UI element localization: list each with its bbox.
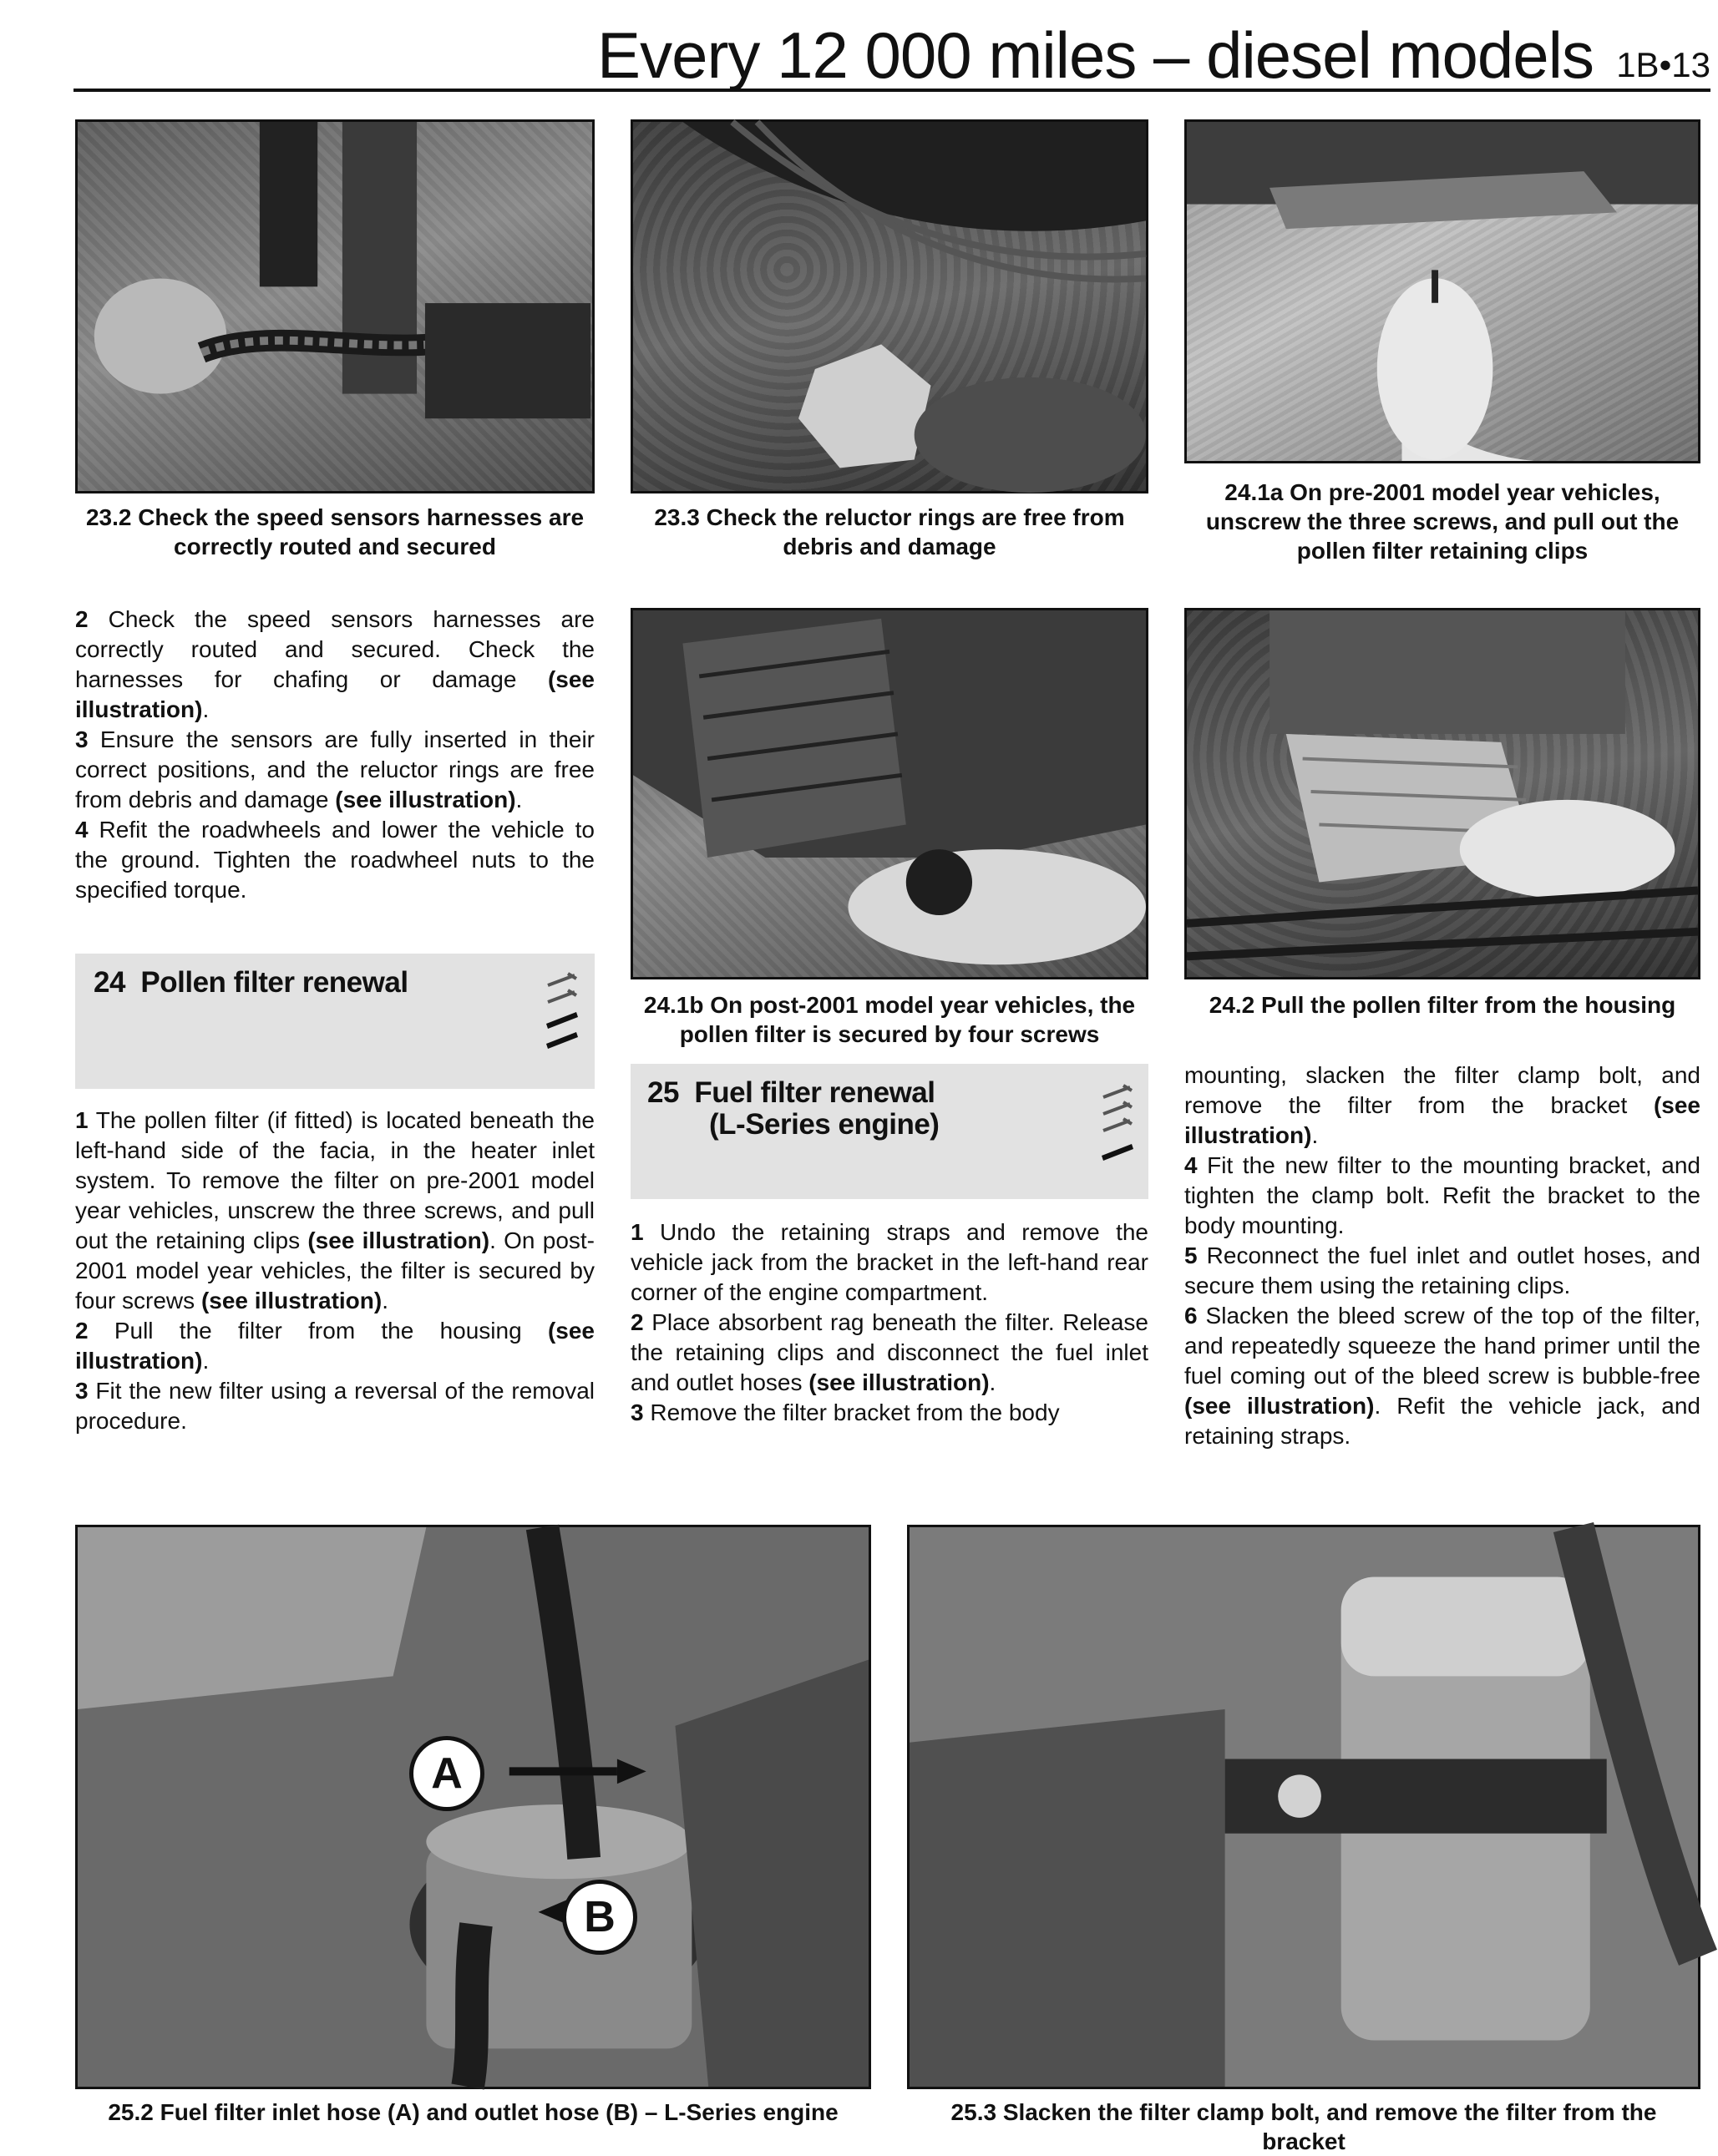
paragraph-2: 2 Check the speed sensors harnesses are correctly routed and secured. Check the harnesses for chafing or damage (see illustration).: [75, 606, 595, 722]
s25-paragraph-3: 3 Remove the filter bracket from the body: [631, 1399, 1060, 1425]
photo-24-1a: [1184, 119, 1700, 463]
s25-paragraph-2: 2 Place absorbent rag beneath the filter. Release the retaining clips and disconnect the fuel inlet and outlet hoses (see illustration).: [631, 1309, 1148, 1395]
paragraph-4: 4 Refit the roadwheels and lower the vehicle to the ground. Tighten the roadwheel nuts to the specified torque.: [75, 817, 595, 903]
s25-paragraph-5: 5 Reconnect the fuel inlet and outlet hoses, and secure them using the retaining clips.: [1184, 1242, 1700, 1298]
spanner-difficulty-icon: [1098, 1084, 1137, 1177]
page-number: 1B•13: [1616, 45, 1710, 84]
caption-25-2: 25.2 Fuel filter inlet hose (A) and outlet hose (B) – L-Series engine: [108, 2099, 839, 2125]
spanner-difficulty-icon: [543, 972, 581, 1065]
col1-intro-text: [75, 605, 595, 905]
photo-24-2: [1184, 608, 1700, 979]
callout-a: A: [409, 1736, 484, 1811]
s25-paragraph-6: 6 Slacken the bleed screw of the top of the filter, and repeatedly squeeze the hand primer until the fuel coming out of the bleed screw is bubble-free (see illustration). Refit the vehicle jack, and retaining straps.: [1184, 1303, 1700, 1449]
page-title: Every 12 000 miles – diesel models: [597, 18, 1594, 92]
s25-paragraph-4: 4 Fit the new filter to the mounting bracket, and tighten the clamp bolt. Refit the bracket to the body mounting.: [1184, 1152, 1700, 1238]
section-25-text: [631, 1217, 1148, 1428]
section-25-title: 25 Fuel filter renewal (L-Series engine): [647, 1076, 940, 1141]
section-25-heading-box: [631, 1064, 1148, 1199]
section-24-heading-box: [75, 954, 595, 1089]
photo-24-1b: [631, 608, 1148, 979]
s24-paragraph-3: 3 Fit the new filter using a reversal of the removal procedure.: [75, 1378, 595, 1434]
caption-24-1b: 24.1b On post-2001 model year vehicles, the pollen filter is secured by four screws: [643, 992, 1136, 1047]
caption-24-2: 24.2 Pull the pollen filter from the housing: [1209, 992, 1676, 1018]
caption-23-2: 23.2 Check the speed sensors harnesses are correctly routed and secured: [85, 504, 585, 559]
col3-text: [1184, 1060, 1700, 1451]
s25-paragraph-3-cont: mounting, slacken the filter clamp bolt, and remove the filter from the bracket (see illustration).: [1184, 1062, 1700, 1148]
photo-25-3: [907, 1525, 1700, 2089]
s24-paragraph-2: 2 Pull the filter from the housing (see illustration).: [75, 1318, 595, 1374]
s25-paragraph-1: 1 Undo the retaining straps and remove the vehicle jack from the bracket in the left-hand rear corner of the engine compartment.: [631, 1219, 1148, 1305]
section-24-text: [75, 1106, 595, 1436]
photo-25-2: [75, 1525, 871, 2089]
caption-25-3: 25.3 Slacken the filter clamp bolt, and remove the filter from the bracket: [950, 2099, 1657, 2154]
photo-23-3: [631, 119, 1148, 493]
page-header: [73, 15, 1710, 92]
callout-b: B: [562, 1880, 637, 1955]
caption-24-1a: 24.1a On pre-2001 model year vehicles, unscrew the three screws, and pull out the pollen filter retaining clips: [1205, 479, 1680, 564]
s24-paragraph-1: 1 The pollen filter (if fitted) is located beneath the left-hand side of the facia, in the heater inlet system. To remove the filter on pre-2001 model year vehicles, unscrew the three screws, and pull out the retaining clips (see illustration). On post-2001 model year vehicles, the filter is secured by four screws (see illustration).: [75, 1107, 595, 1313]
section-24-title: 24 Pollen filter renewal: [94, 966, 408, 999]
paragraph-3: 3 Ensure the sensors are fully inserted in their correct positions, and the reluctor rings are free from debris and damage (see illustration).: [75, 726, 595, 812]
photo-23-2: [75, 119, 595, 493]
caption-23-3: 23.3 Check the reluctor rings are free from debris and damage: [654, 504, 1125, 559]
